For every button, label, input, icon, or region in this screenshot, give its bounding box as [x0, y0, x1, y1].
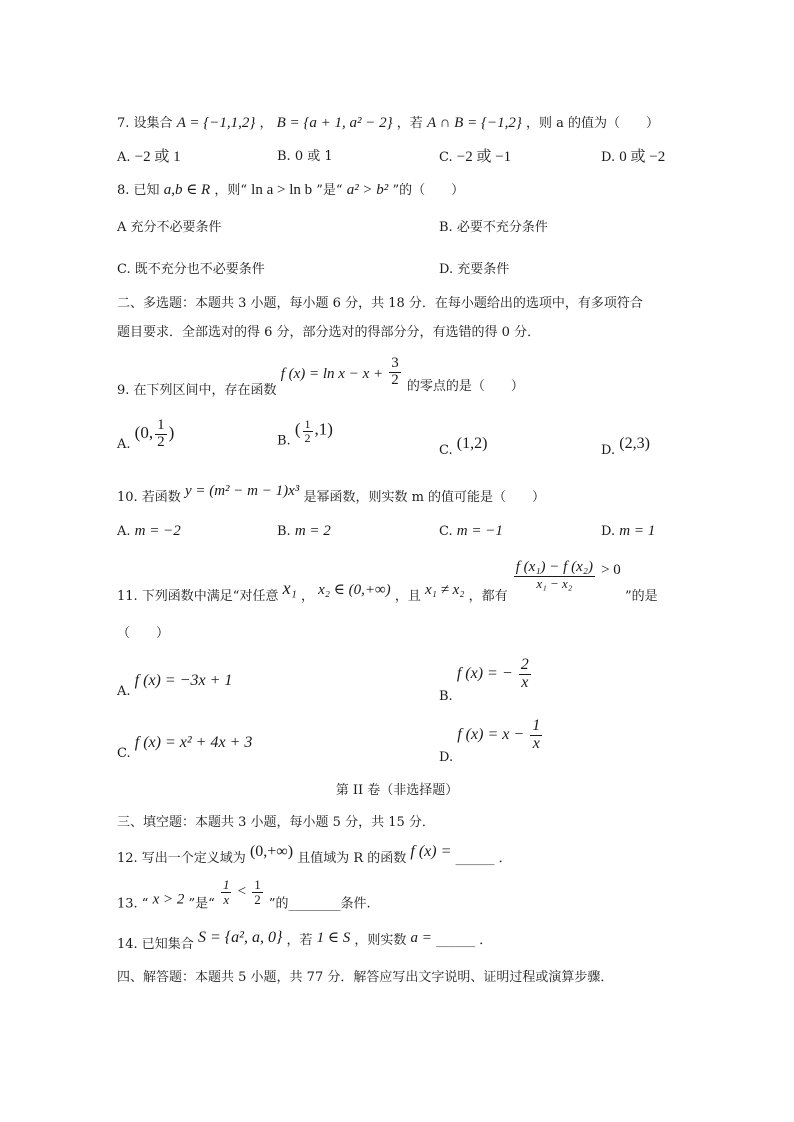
option-text: (2,3) — [619, 435, 650, 452]
option-text: f (x) = − — [456, 664, 513, 682]
option-text: ) — [168, 422, 175, 442]
q12-end: ． — [498, 851, 512, 866]
option-text: −2 或 −1 — [456, 149, 512, 165]
option-label: C. — [117, 746, 131, 761]
frac-den: 2 — [304, 430, 311, 445]
q14-set: S = {a², a, 0} — [197, 929, 283, 946]
q11-neq: x₁ ≠ x₂ — [424, 581, 465, 598]
q10-stem-line — [117, 483, 545, 505]
q14-line — [117, 928, 492, 952]
q8-end: ”的（ ） — [392, 183, 465, 198]
option-label: D. — [601, 524, 616, 539]
option-text: 充要条件 — [457, 262, 510, 277]
q8-option-c — [117, 258, 265, 277]
q9-option-a — [117, 418, 174, 452]
q9-option-b — [277, 418, 333, 449]
q9-frac-den: 2 — [391, 371, 399, 388]
q8-option-d — [439, 258, 509, 277]
option-text: m = 2 — [294, 523, 331, 539]
option-label: D. — [601, 443, 616, 458]
q9-stem: 9. 在下列区间中，存在函数 — [117, 382, 277, 398]
option-label: D. — [601, 150, 616, 165]
option-label: B. — [277, 149, 291, 164]
q11-end: ”的是 — [624, 588, 658, 604]
q11-stem-line — [117, 560, 658, 604]
option-text: (0, — [134, 422, 154, 442]
frac-num: 1 — [532, 717, 541, 734]
q11-option-c — [117, 734, 252, 761]
q9-option-c — [439, 435, 487, 458]
q14-blank[interactable]: ______ — [436, 933, 476, 948]
q11-gt: > 0 — [601, 561, 621, 578]
q7-cond-prefix: ，若 — [396, 116, 423, 131]
q10-end: 是幂函数，则实数 m 的值可能是（ ） — [303, 490, 546, 505]
section2-line2: 题目要求．全部选对的得 6 分，部分选对的得部分分，有选错的得 0 分． — [117, 325, 541, 340]
q7-stem: 7. 设集合 — [117, 116, 173, 131]
q10-option-b — [277, 523, 331, 540]
option-label: A. — [117, 436, 131, 452]
frac-den: x — [223, 891, 230, 907]
q13-p: x > 2 — [152, 891, 185, 908]
option-label: A. — [117, 524, 131, 539]
q13-open: 13. “ — [117, 896, 149, 912]
q14-stem: 14. 已知集合 — [117, 937, 194, 952]
q14-var: a = — [410, 930, 432, 946]
q11-d-frac — [530, 718, 542, 753]
q13-end: ”的________条件. — [268, 896, 371, 912]
q7-option-c — [439, 145, 511, 166]
q11-option-d — [439, 718, 544, 765]
option-label: C. — [439, 443, 453, 458]
q11-paren: （ ） — [117, 626, 170, 641]
option-text: −2 或 1 — [134, 149, 181, 165]
option-label: A. — [117, 150, 131, 165]
q11-frac — [514, 560, 595, 590]
q14-end: ． — [479, 933, 493, 948]
option-text: 必要不充分条件 — [456, 220, 548, 235]
option-label: B. — [439, 220, 453, 235]
q9-option-d — [601, 435, 650, 458]
q11-option-a — [117, 672, 232, 699]
q11-stem: 11. 下列函数中满足“对任意 — [117, 588, 279, 604]
section4-heading: 四、解答题：本题共 5 小题，共 77 分．解答应写出文字说明、证明过程或演算步骤． — [117, 970, 614, 985]
q10-option-a — [117, 523, 181, 540]
part2-title: 第 II 卷（非选择题） — [335, 783, 459, 798]
q7-option-d — [601, 145, 665, 166]
frac-num: 2 — [520, 656, 529, 673]
q7-set-a: A = {−1,1,2} — [176, 115, 256, 131]
q9-b-frac — [303, 418, 313, 444]
section3-heading: 三、填空题：本题共 3 小题，每小题 5 分，共 15 分． — [117, 815, 435, 830]
q11-b-frac — [519, 657, 531, 692]
q14-mid: ，若 — [286, 933, 313, 948]
option-label: C. — [117, 262, 131, 277]
section2-line1: 二、多选题：本题共 3 小题，每小题 6 分，共 18 分．在每小题给出的选项中，有多项符合 — [117, 296, 643, 311]
q11-mid: ，且 — [394, 588, 421, 604]
option-text: f (x) = x − — [457, 725, 525, 743]
option-label: B. — [277, 524, 291, 539]
q11-comma: ， — [300, 588, 314, 604]
q11-frac-den: x₁ − x₂ — [536, 575, 573, 591]
q14-cond: 1 ∈ S — [316, 930, 351, 946]
q7-comma: ， — [259, 116, 273, 131]
frac-num: 1 — [157, 417, 165, 433]
q13-frac1 — [221, 878, 232, 906]
q13-lt: < — [237, 883, 247, 900]
q9-frac — [389, 356, 401, 389]
option-label: C. — [439, 150, 453, 165]
q12-domain: (0,+∞) — [249, 843, 294, 860]
option-text: f (x) = −3x + 1 — [134, 672, 233, 689]
q11-mid2: ，都有 — [468, 588, 508, 604]
frac-den: x — [532, 734, 540, 752]
q11-x1: x₁ — [282, 577, 297, 598]
frac-den: 2 — [157, 433, 165, 450]
q8-p: ln a > ln b — [251, 182, 313, 198]
option-label: B. — [439, 688, 453, 704]
q8-stem-line — [117, 179, 464, 199]
q13-line — [117, 878, 371, 912]
q8-option-b — [439, 216, 548, 235]
option-label: D. — [439, 262, 454, 277]
option-text: m = 1 — [619, 523, 656, 539]
option-text: ( — [294, 419, 301, 439]
option-text: 0 或 1 — [294, 149, 333, 164]
option-text: m = −1 — [456, 523, 503, 539]
option-label: D. — [439, 749, 454, 765]
q12-blank[interactable]: ______ — [455, 851, 495, 866]
q7-option-b — [277, 145, 333, 164]
option-label: A — [117, 220, 127, 235]
q7-ask: ，则 a 的值为（ ） — [525, 116, 659, 131]
option-label: C. — [439, 524, 453, 539]
q8-mid2: ”是“ — [316, 183, 343, 198]
q8-cond: a,b ∈ R — [163, 182, 211, 198]
q11-x2: x₂ ∈ (0,+∞) — [318, 581, 391, 598]
q12-line — [117, 843, 512, 866]
frac-num: 1 — [254, 877, 261, 892]
option-text: 既不充分也不必要条件 — [134, 262, 265, 277]
q8-q: a² > b² — [346, 182, 389, 198]
q10-option-c — [439, 523, 503, 540]
option-label: A. — [117, 684, 131, 699]
q10-stem: 10. 若函数 — [117, 490, 181, 505]
q7-set-b: B = {a + 1, a² − 2} — [276, 115, 393, 131]
q8-mid: ，则“ — [214, 183, 248, 198]
q9-a-frac — [155, 418, 167, 451]
q10-func: y = (m² − m − 1)x³ — [184, 483, 300, 499]
option-text: 充分不必要条件 — [130, 220, 222, 235]
option-text: (1,2) — [456, 435, 488, 452]
q9-func: f (x) = ln x − x + — [280, 365, 384, 382]
q7-option-a — [117, 145, 181, 166]
q12-mid: 且值域为 R 的函数 — [297, 851, 407, 866]
q12-stem: 12. 写出一个定义域为 — [117, 851, 246, 866]
q7-intersection: A ∩ B = {−1,2} — [426, 115, 522, 131]
q14-ask: ，则实数 — [354, 933, 407, 948]
option-text: ,1) — [314, 419, 333, 439]
q12-func: f (x) = — [410, 843, 452, 860]
q13-frac2 — [252, 878, 263, 906]
q8-stem: 8. 已知 — [117, 183, 160, 198]
q9-end: 的零点的是（ ） — [406, 378, 524, 394]
q7-stem-line — [117, 112, 659, 132]
q9-stem-line — [117, 356, 524, 398]
frac-num: 1 — [222, 877, 230, 892]
q11-frac-num: f (x₁) − f (x₂) — [515, 559, 593, 575]
q10-option-d — [601, 523, 655, 540]
frac-num: 1 — [304, 417, 311, 431]
option-label: B. — [277, 433, 291, 449]
q9-frac-num: 3 — [391, 355, 399, 371]
q8-option-a — [117, 216, 222, 235]
option-text: 0 或 −2 — [619, 149, 666, 165]
option-text: m = −2 — [134, 523, 181, 539]
frac-den: 2 — [254, 891, 261, 907]
q11-option-b — [439, 657, 533, 704]
q13-mid: ”是“ — [188, 896, 215, 912]
option-text: f (x) = x² + 4x + 3 — [134, 734, 253, 751]
frac-den: x — [521, 673, 529, 691]
